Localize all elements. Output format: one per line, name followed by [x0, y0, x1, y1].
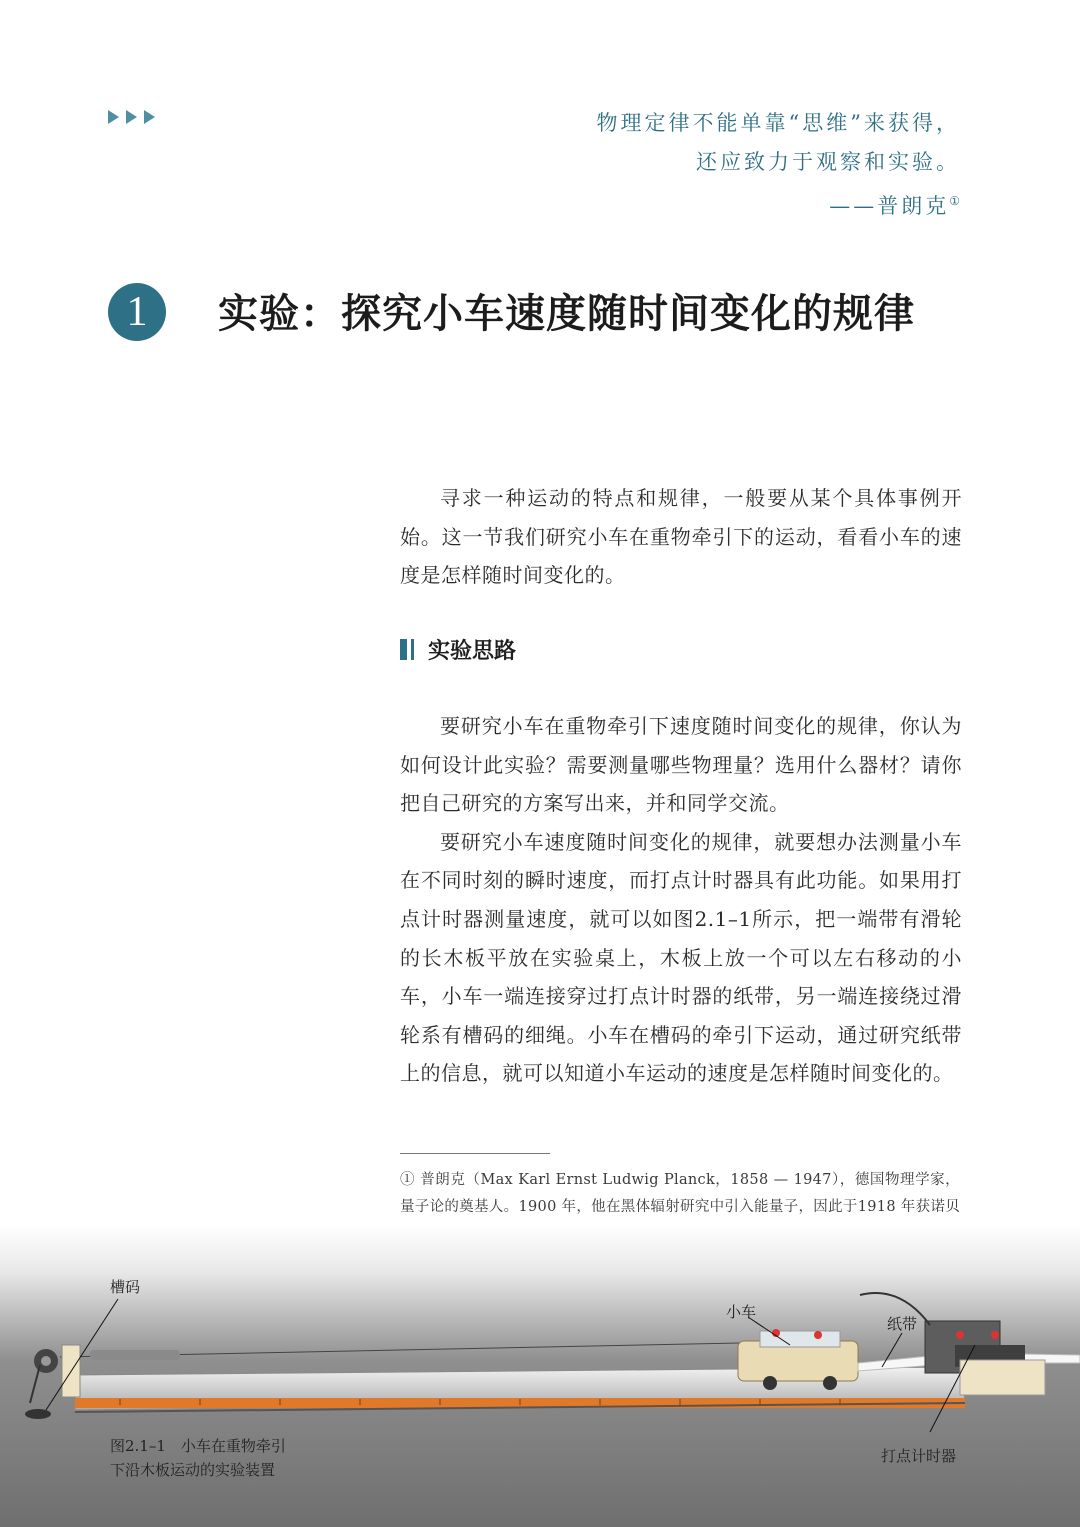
arrow-icon — [108, 110, 119, 124]
section-title: 实验思路 — [428, 639, 517, 664]
body-paragraph-2: 要研究小车速度随时间变化的规律，就要想办法测量小车在不同时刻的瞬时速度，而打点计时器具有此功能。如果用打点计时器测量速度，就可以如图2.1–1所示，把一端带有滑轮的长木板平放在实验桌上，木板上放一个可以左右移动的小车，小车一端连接穿过打点计时器的纸带，另一端连接绕过滑轮系有槽码的细绳。小车在槽码的牵引下运动，通过研究纸带上的信息，就可以知道小车运动的速度是怎样随时间变化的。 — [400, 829, 962, 1086]
epigraph-quote — [597, 104, 960, 226]
section-body — [400, 707, 962, 1093]
quote-line-2: 还应致力于观察和实验。 — [696, 150, 960, 174]
decorative-arrows-icon — [108, 110, 155, 124]
label-timer: 打点计时器 — [881, 1447, 957, 1465]
intro-paragraph — [400, 479, 962, 595]
section-bar-icon — [400, 639, 407, 660]
quote-author-name: ——普朗克 — [829, 194, 950, 218]
arrow-icon — [126, 110, 137, 124]
caption-line-2: 下沿木板运动的实验装置 — [110, 1461, 276, 1479]
label-weight: 槽码 — [110, 1278, 141, 1296]
intro-text: 寻求一种运动的特点和规律，一般要从某个具体事例开始。这一节我们研究小车在重物牵引下的运动，看看小车的速度是怎样随时间变化的。 — [400, 486, 962, 588]
label-tape: 纸带 — [887, 1315, 918, 1333]
chapter-title: 实验：探究小车速度随时间变化的规律 — [218, 291, 915, 337]
section-bar-icon — [411, 639, 414, 660]
footnote-marker: ① — [949, 194, 960, 208]
section-heading — [400, 634, 516, 665]
footnote-divider — [400, 1153, 550, 1154]
figure-caption — [110, 1434, 286, 1482]
quote-author — [597, 182, 960, 226]
arrow-icon — [144, 110, 155, 124]
quote-line-1: 物理定律不能单靠“思维”来获得， — [596, 111, 960, 135]
label-cart: 小车 — [726, 1303, 757, 1321]
body-paragraph-1: 要研究小车在重物牵引下速度随时间变化的规律，你认为如何设计此实验？需要测量哪些物理量？选用什么器材？请你把自己研究的方案写出来，并和同学交流。 — [400, 714, 962, 816]
caption-line-1: 图2.1–1 小车在重物牵引 — [110, 1437, 286, 1455]
footnote: ① 普朗克（Max Karl Ernst Ludwig Planck，1858 — 1947），德国物理学家，量子论的奠基人。1900 年，他在黑体辐射研究中引入能量子，因此于1918 年获诺贝 — [400, 1172, 960, 1215]
chapter-number-badge: 1 — [108, 283, 166, 341]
